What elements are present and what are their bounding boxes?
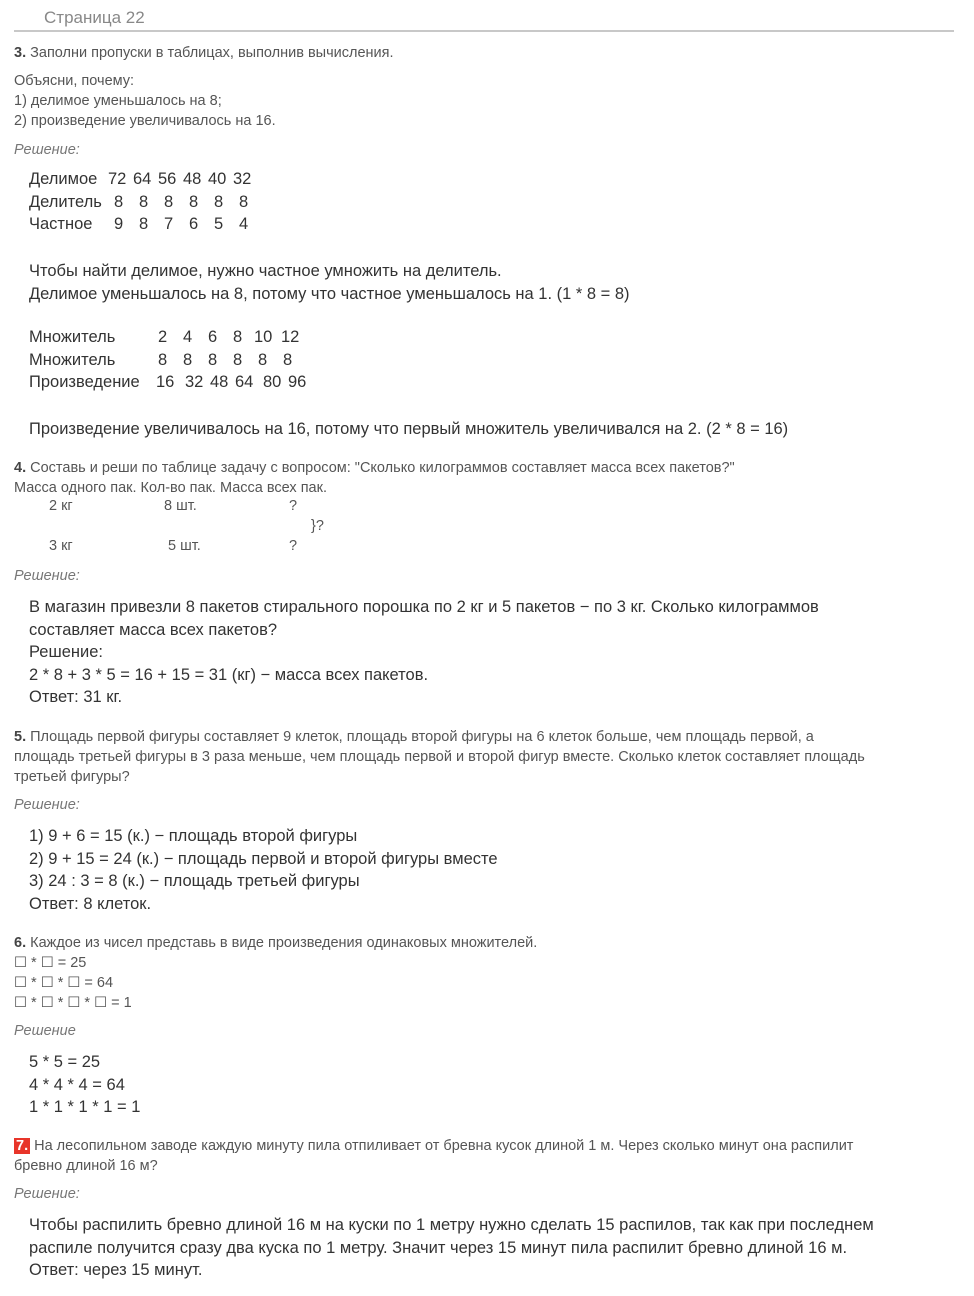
task-number: 3.	[14, 45, 27, 61]
table-cell: 8	[239, 192, 249, 211]
solution-line: Чтобы найти делимое, нужно частное умножить на делитель.	[29, 262, 502, 280]
table-cell: 8	[258, 350, 268, 369]
table-cell: 5 шт.	[168, 538, 201, 554]
table-cell: 72	[108, 170, 127, 188]
table-cell: 6	[189, 215, 199, 233]
task-5	[14, 727, 960, 787]
task-line: 1) делимое уменьшалось на 8;	[14, 93, 222, 109]
table-cell: 10	[254, 328, 273, 346]
solution-line: 4 * 4 * 4 = 64	[29, 1075, 125, 1094]
table-cell: 7	[164, 215, 174, 233]
solution-line: 3) 24 : 3 = 8 (к.) − площадь третьей фигуры	[29, 872, 360, 890]
table-cell: 8	[208, 350, 218, 369]
table-cell: ?	[289, 538, 298, 554]
table-cell: 4	[239, 215, 249, 233]
given-table	[14, 498, 414, 558]
brace-question: }?	[311, 518, 324, 534]
table-cell: 8	[158, 350, 168, 369]
table-cell: 32	[185, 373, 204, 391]
table-cell: 8	[139, 192, 149, 211]
task-number: 6.	[14, 935, 27, 951]
task-text: Заполни пропуски в таблицах, выполнив вычисления.	[26, 45, 394, 61]
solution-label: Решение:	[14, 1186, 80, 1202]
row-label: Делитель	[29, 192, 102, 211]
solution-label: Решение	[14, 1023, 76, 1039]
table-cell: 9	[114, 215, 124, 233]
task-line: ☐ * ☐ = 25	[14, 955, 87, 971]
solution-line: Ответ: 8 клеток.	[29, 894, 152, 913]
task-7	[14, 1136, 960, 1176]
table-cell: 64	[133, 170, 152, 188]
explanation-2	[29, 418, 959, 441]
solution-line: Ответ: 31 кг.	[29, 688, 123, 706]
solution-line: 1 * 1 * 1 * 1 = 1	[29, 1098, 141, 1116]
solution-line: Делимое уменьшалось на 8, потому что частное уменьшалось на 1. (1 * 8 = 8)	[29, 284, 630, 303]
task-number: 4.	[14, 460, 27, 476]
task-text: Каждое из чисел представь в виде произведения одинаковых множителей.	[26, 935, 538, 951]
task-text: На лесопильном заводе каждую минуту пила отпиливает от бревна кусок длиной 1 м. Через сколько минут она распилит	[30, 1138, 854, 1154]
table-cell: 5	[214, 215, 224, 233]
table-cell: 40	[208, 170, 227, 188]
solution-7	[29, 1214, 959, 1282]
solution-label: Решение:	[14, 568, 80, 584]
given-table-headers: Масса одного пак. Кол-во пак. Масса всех пак.	[14, 480, 327, 496]
task-4	[14, 458, 960, 498]
solution-line: Произведение увеличивалось на 16, потому что первый множитель увеличивался на 2. (2 * 8 = 16)	[29, 420, 789, 438]
solution-line: 2 * 8 + 3 * 5 = 16 + 15 = 31 (кг) − масса всех пакетов.	[29, 665, 429, 684]
table-cell: 80	[263, 373, 282, 391]
solution-line: В магазин привезли 8 пакетов стирального порошка по 2 кг и 5 пакетов − по 3 кг. Сколько килограммов	[29, 598, 819, 616]
table-cell: 8	[283, 350, 293, 369]
table-cell: 8 шт.	[164, 498, 197, 514]
row-label: Делимое	[29, 170, 98, 188]
task-text: площадь третьей фигуры в 3 раза меньше, чем площадь первой и второй фигур вместе. Сколько клеток составляет площадь	[14, 749, 865, 765]
solution-line: 2) 9 + 15 = 24 (к.) − площадь первой и второй фигуры вместе	[29, 849, 498, 868]
task-line: Объясни, почему:	[14, 73, 135, 89]
task-number: 5.	[14, 729, 27, 745]
solution-label: Решение:	[14, 797, 80, 813]
row-label: Произведение	[29, 373, 140, 391]
task-text: Площадь первой фигуры составляет 9 клеток, площадь второй фигуры на 6 клеток больше, чем площадь первой, а	[26, 729, 814, 745]
solution-line: Ответ: через 15 минут.	[29, 1261, 203, 1279]
solution-line: Чтобы распилить бревно длиной 16 м на куски по 1 метру нужно сделать 15 распилов, так как при последнем	[29, 1216, 874, 1234]
explanation-1	[29, 260, 959, 305]
solution-label: Решение:	[14, 142, 80, 158]
task-6	[14, 933, 960, 1013]
table-cell: 2	[158, 328, 168, 346]
row-label: Множитель	[29, 328, 116, 346]
table-cell: 8	[183, 350, 193, 369]
table-cell: 48	[183, 170, 202, 188]
task-3	[14, 43, 960, 131]
table-cell: 2 кг	[49, 498, 73, 514]
solution-line: Решение:	[29, 643, 103, 661]
table-cell: 56	[158, 170, 177, 188]
task-text: бревно длиной 16 м?	[14, 1158, 158, 1174]
table-cell: 8	[189, 192, 199, 211]
solution-line: 1) 9 + 6 = 15 (к.) − площадь второй фигуры	[29, 827, 358, 845]
table-cell: 12	[281, 328, 300, 346]
solution-line: 5 * 5 = 25	[29, 1053, 101, 1071]
page-title: Страница 22	[44, 8, 145, 27]
table-cell: 8	[164, 192, 174, 211]
solution-5	[29, 825, 959, 915]
task-line: ☐ * ☐ * ☐ * ☐ = 1	[14, 995, 132, 1011]
table-cell: 8	[233, 328, 243, 346]
solution-line: распиле получится сразу два куска по 1 метру. Значит через 15 минут пила распилит бревно длиной 16 м.	[29, 1238, 848, 1257]
table-cell: 16	[156, 373, 175, 391]
table-cell: 8	[233, 350, 243, 369]
solution-line: составляет масса всех пакетов?	[29, 620, 278, 639]
table-cell: 96	[288, 373, 307, 391]
table-cell: 32	[233, 170, 252, 188]
task-number-highlighted: 7.	[16, 1138, 29, 1154]
table-cell: 8	[139, 215, 149, 233]
table-cell: 4	[183, 328, 193, 346]
task-line: 2) произведение увеличивалось на 16.	[14, 113, 276, 129]
page-header	[14, 4, 954, 32]
table-cell: ?	[289, 498, 298, 514]
task-text: третьей фигуры?	[14, 769, 130, 785]
row-label: Множитель	[29, 350, 116, 369]
task-text: Составь и реши по таблице задачу с вопросом: "Сколько килограммов составляет масса всех пакетов?"	[26, 460, 735, 476]
table-cell: 64	[235, 373, 254, 391]
table-cell: 8	[114, 192, 124, 211]
solution-4	[29, 596, 959, 709]
task-line: ☐ * ☐ * ☐ = 64	[14, 975, 114, 991]
table-cell: 3 кг	[49, 538, 73, 554]
table-cell: 8	[214, 192, 224, 211]
row-label: Частное	[29, 215, 93, 233]
table-cell: 6	[208, 328, 218, 346]
table-cell: 48	[210, 373, 229, 391]
solution-6	[29, 1051, 959, 1119]
